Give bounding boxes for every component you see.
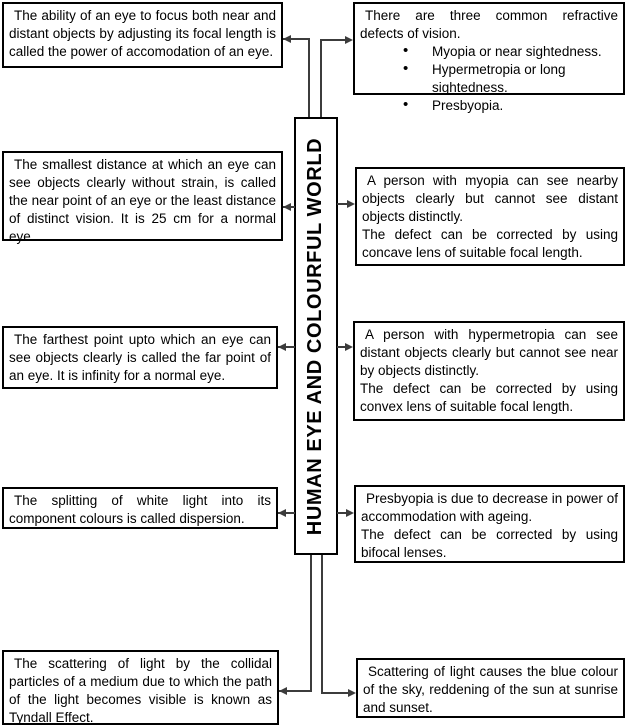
box-text: The defect can be corrected by using bifocal lenses. (361, 527, 618, 560)
box-dispersion (2, 487, 278, 529)
box-refractive-defects (353, 2, 625, 113)
arrow-right-icon (345, 343, 353, 351)
arrow-left-icon (278, 343, 286, 351)
box-text: The splitting of white light into its component colours is called dispersion. (9, 493, 271, 526)
box-text: Presbyopia is due to decrease in power of accommodation with ageing. (361, 491, 618, 524)
connector-line (320, 39, 322, 117)
defect-list-item: • Hypermetropia or long sightedness. (360, 61, 618, 97)
connector-line (323, 692, 349, 694)
defect-list-item: • Presbyopia. (360, 97, 618, 115)
arrow-right-icon (347, 200, 355, 208)
arrow-left-icon (283, 203, 291, 211)
box-text: A person with myopia can see nearby objects clearly but cannot see distant objects distinctly. (362, 173, 618, 224)
box-text: The scattering of light by the collidal particles of a medium due to which the path of the light becomes visible is known as Tyndall Effect. (9, 656, 272, 725)
box-scattering (356, 658, 625, 718)
box-text: The smallest distance at which an eye can see objects clearly without strain, is called the near point of an eye or the least distance of distinct vision. It is 25 cm for a normal eye. (9, 157, 276, 244)
box-text: The ability of an eye to focus both near and distant objects by adjusting its focal length is called the power of accomodation of an eye. (9, 8, 276, 59)
box-text: There are three common refractive defects of vision. (360, 8, 618, 41)
arrow-left-icon (279, 687, 287, 695)
connector-line (321, 39, 347, 41)
connector-line (321, 555, 323, 694)
arrow-right-icon (345, 36, 353, 44)
box-tyndall-effect (2, 650, 279, 725)
arrow-left-icon (278, 509, 286, 517)
box-power-of-accommodation (2, 2, 283, 68)
title-box (294, 117, 338, 555)
box-text: Scattering of light causes the blue colour of the sky, reddening of the sun at sunrise and sunset. (363, 664, 618, 715)
arrow-right-icon (348, 689, 356, 697)
connector-line (308, 38, 310, 117)
box-hypermetropia (353, 321, 625, 421)
defect-list-item: • Myopia or near sightedness. (360, 43, 618, 61)
box-text: The defect can be corrected by using concave lens of suitable focal length. (362, 227, 618, 260)
box-near-point (2, 151, 283, 244)
arrow-left-icon (283, 35, 291, 43)
box-presbyopia (354, 485, 625, 563)
box-far-point (2, 326, 278, 389)
arrow-right-icon (346, 509, 354, 517)
connector-line (310, 555, 312, 692)
box-text: A person with hypermetropia can see distant objects clearly but cannot see near by objects distinctly. (360, 327, 618, 378)
diagram-title: HUMAN EYE AND COLOURFUL WORLD (304, 137, 327, 535)
box-text: The defect can be corrected by using convex lens of suitable focal length. (360, 381, 618, 414)
defect-list (360, 43, 618, 115)
box-text: The farthest point upto which an eye can see objects clearly is called the far point of an eye. It is infinity for a normal eye. (9, 332, 271, 383)
box-myopia (355, 167, 625, 266)
